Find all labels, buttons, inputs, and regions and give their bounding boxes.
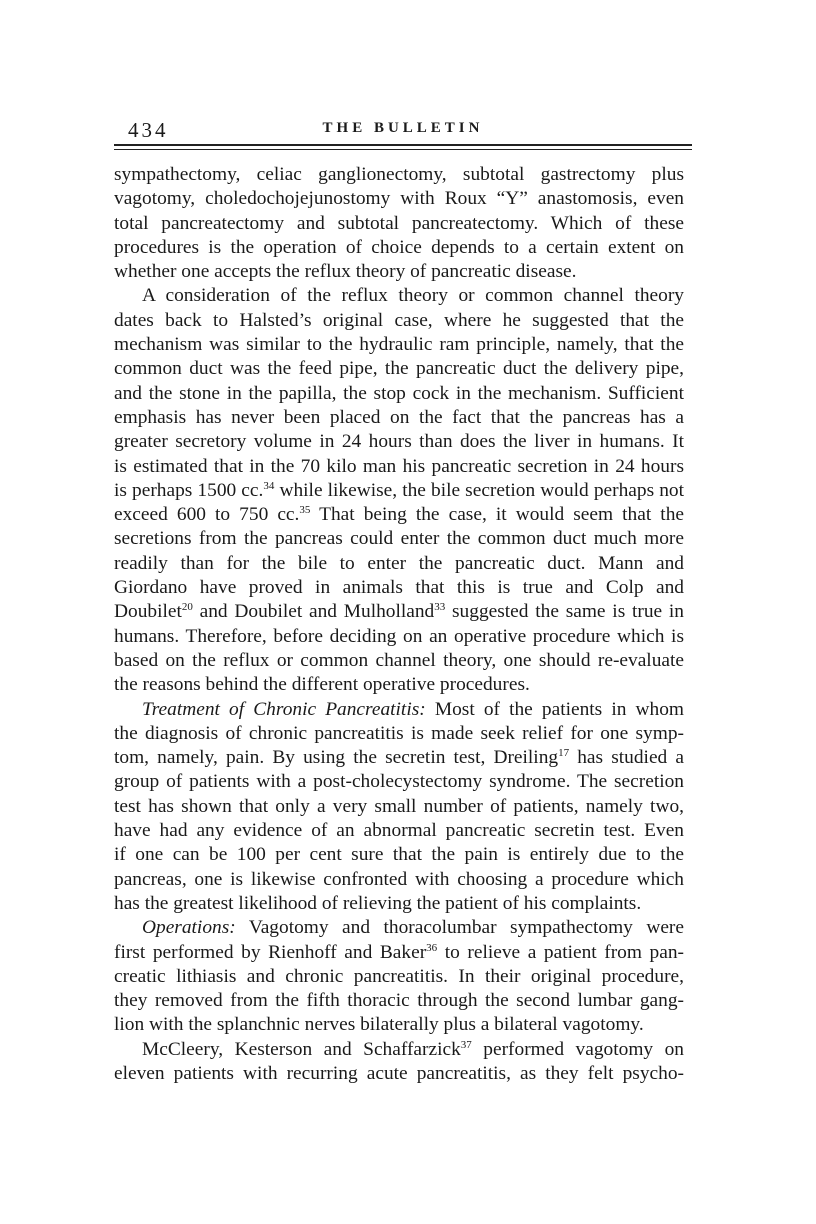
line-text: A consideration of the reflux theory or common channel theory [142, 285, 684, 307]
text-line [114, 673, 684, 697]
text-line [114, 1062, 684, 1086]
text-line [114, 187, 684, 211]
line-text: pancreas, one is likewise confronted with choosing a procedure which [114, 868, 684, 890]
text-line [114, 1038, 684, 1062]
footnote-ref: 35 [299, 504, 311, 517]
page-number: 434 [128, 118, 169, 142]
text-line [114, 770, 684, 794]
line-text: total pancreatectomy and subtotal pancreatectomy. Which of these [114, 212, 684, 234]
text-line [114, 527, 684, 551]
text-line [114, 212, 684, 236]
text-line [114, 600, 684, 624]
line-text: Vagotomy and thoracolumbar sympathectomy were [235, 917, 684, 939]
footnote-ref: 17 [558, 747, 570, 760]
footnote-ref: 34 [263, 479, 275, 492]
text-line [114, 309, 684, 333]
line-text: have had any evidence of an abnormal pancreatic secretin test. Even [114, 820, 684, 842]
text-line [114, 965, 684, 989]
line-text: secretions from the pancreas could enter the common duct much more [114, 528, 684, 550]
line-text: the reasons behind the different operative procedures. [114, 674, 530, 696]
line-text: based on the reflux or common channel theory, one should re-evaluate [114, 649, 684, 671]
footnote-ref: 20 [181, 601, 193, 614]
text-line [114, 941, 684, 965]
line-text: McCleery, Kesterson and Schaffarzick [142, 1038, 461, 1060]
text-line [114, 843, 684, 867]
line-text: Most of the patients in whom [425, 698, 684, 720]
line-text: procedures is the operation of choice depends to a certain extent on [114, 236, 684, 258]
text-line [114, 163, 684, 187]
text-line [114, 455, 684, 479]
text-line [114, 260, 684, 284]
text-line [114, 795, 684, 819]
body-text [114, 163, 684, 1086]
line-text: Doubilet [114, 601, 182, 623]
line-text: greater secretory volume in 24 hours than does the liver in humans. It [114, 431, 684, 453]
line-text: vagotomy, choledochojejunostomy with Roux “Y” anastomosis, even [114, 188, 684, 210]
line-text: humans. Therefore, before deciding on an operative procedure which is [114, 625, 684, 647]
line-text: has studied a [569, 747, 684, 769]
line-text: performed vagotomy on [471, 1038, 684, 1060]
line-text: while likewise, the bile secretion would perhaps not [274, 479, 685, 501]
line-text: Operations: [142, 917, 236, 939]
text-line [114, 382, 684, 406]
text-line [114, 819, 684, 843]
line-text: readily than for the bile to enter the pancreatic duct. Mann and [114, 552, 684, 574]
line-text: and Doubilet and Mulholland [192, 601, 435, 623]
line-text: has the greatest likelihood of relieving the patient of his complaints. [114, 892, 642, 914]
line-text: lion with the splanchnic nerves bilaterally plus a bilateral vagotomy. [114, 1014, 644, 1036]
line-text: is perhaps 1500 cc. [114, 479, 264, 501]
text-line [114, 625, 684, 649]
line-text: sympathectomy, celiac ganglionectomy, subtotal gastrectomy plus [114, 164, 684, 185]
text-line [114, 722, 684, 746]
footnote-ref: 33 [434, 601, 446, 614]
line-text: if one can be 100 per cent sure that the pain is entirely due to the [114, 844, 684, 866]
page-header [114, 114, 692, 142]
line-text: exceed 600 to 750 cc. [114, 504, 300, 526]
text-line [114, 576, 684, 600]
footnote-ref: 36 [426, 941, 438, 954]
footnote-ref: 37 [460, 1038, 472, 1051]
line-text: and the stone in the papilla, the stop cock in the mechanism. Sufficient [114, 382, 684, 404]
line-text: the diagnosis of chronic pancreatitis is made seek relief for one symp- [114, 722, 684, 744]
text-line [114, 698, 684, 722]
line-text: suggested the same is true in [445, 601, 684, 623]
line-text: tom, namely, pain. By using the secretin test, Dreiling [114, 747, 559, 769]
text-line [114, 989, 684, 1013]
line-text: That being the case, it would seem that the [310, 504, 684, 526]
header-rule-thin [114, 149, 692, 150]
line-text: whether one accepts the reflux theory of pancreatic disease. [114, 261, 577, 283]
text-line [114, 649, 684, 673]
text-line [114, 892, 684, 916]
line-text: test has shown that only a very small number of patients, namely two, [114, 795, 684, 817]
line-text: emphasis has never been placed on the fact that the pancreas has a [114, 406, 684, 428]
running-head: THE BULLETIN [322, 120, 484, 136]
line-text: common duct was the feed pipe, the pancreatic duct the delivery pipe, [114, 358, 684, 380]
text-line [114, 357, 684, 381]
header-rule-thick [114, 144, 692, 146]
text-line [114, 552, 684, 576]
line-text: to relieve a patient from pan- [437, 941, 684, 963]
text-line [114, 406, 684, 430]
line-text: creatic lithiasis and chronic pancreatitis. In their original procedure, [114, 965, 684, 987]
line-text: dates back to Halsted’s original case, where he suggested that the [114, 309, 684, 331]
line-text: Treatment of Chronic Pancreatitis: [142, 698, 426, 720]
line-text: they removed from the fifth thoracic through the second lumbar gang- [114, 990, 684, 1012]
text-line [114, 868, 684, 892]
text-line [114, 430, 684, 454]
text-line [114, 1013, 684, 1037]
line-text: first performed by Rienhoff and Baker [114, 941, 427, 963]
line-text: group of patients with a post-cholecystectomy syndrome. The secretion [114, 771, 684, 793]
text-line [114, 333, 684, 357]
text-line [114, 284, 684, 308]
text-line [114, 479, 684, 503]
line-text: eleven patients with recurring acute pancreatitis, as they felt psycho- [114, 1062, 684, 1084]
line-text: mechanism was similar to the hydraulic ram principle, namely, that the [114, 334, 684, 356]
line-text: Giordano have proved in animals that this is true and Colp and [114, 577, 684, 599]
line-text: is estimated that in the 70 kilo man his pancreatic secretion in 24 hours [114, 455, 684, 477]
text-line [114, 916, 684, 940]
text-line [114, 746, 684, 770]
text-line [114, 503, 684, 527]
text-line [114, 236, 684, 260]
